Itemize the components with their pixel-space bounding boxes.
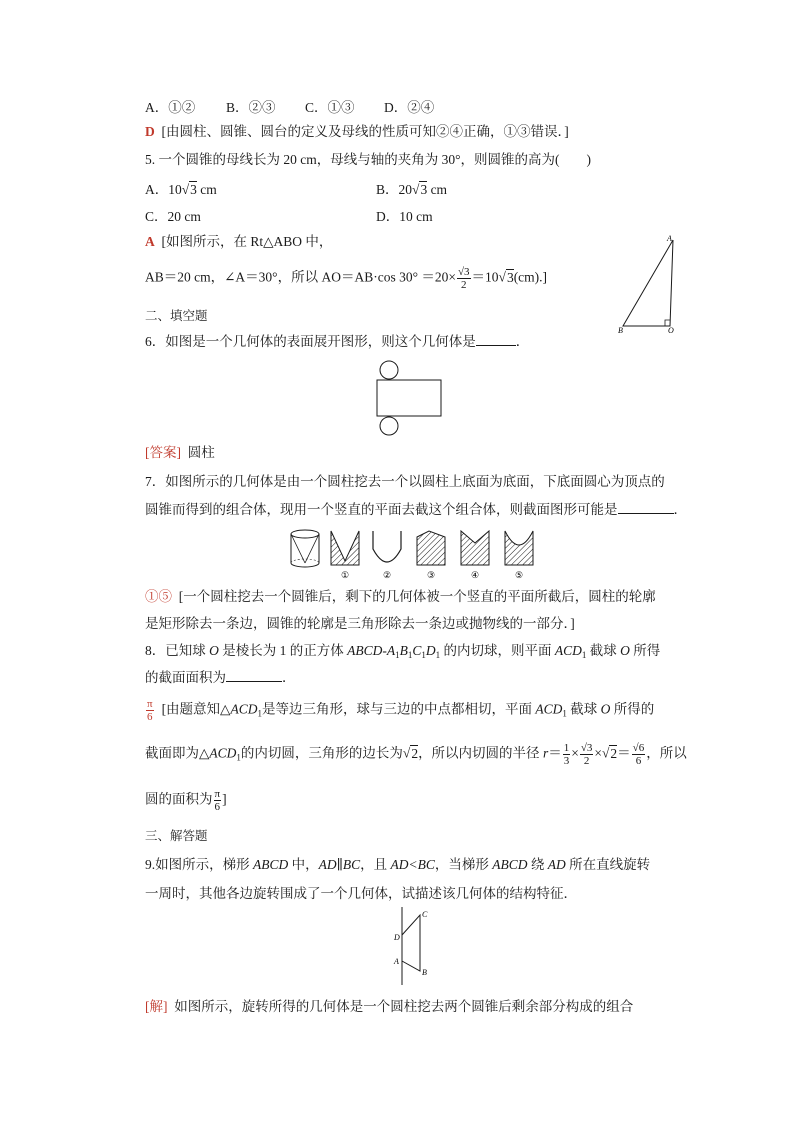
q5-answer-line: [145, 233, 332, 251]
q4-option-a: A．①②: [145, 100, 196, 115]
q4-explanation: [由圆柱、圆锥、圆台的定义及母线的性质可知②④正确，①③错误．]: [161, 124, 569, 139]
label-b: B: [422, 968, 427, 977]
q5-stem: 5. 一个圆锥的母线长为 20 cm，母线与轴的夹角为 30°，则圆锥的高为( ): [145, 152, 592, 167]
q8-answer: $\frac{\pi}{6}$: [147, 698, 153, 723]
q9-answer: 如图所示，旋转所得的几何体是一个圆柱挖去两个圆锥后剩余部分构成的组合: [174, 999, 634, 1014]
q8-explanation-3: 圆的面积为 $\frac{\pi}{6}$ ]: [145, 788, 227, 813]
svg-text:⑤: ⑤: [515, 570, 524, 580]
q9-stem-1: 9.如图所示，梯形 ABCD 中，AD∥BC，且 AD<BC，当梯形 ABCD 绕 AD 所在直线旋转: [145, 857, 651, 872]
q9-answer-tag: [解]: [145, 999, 168, 1014]
section-5: [505, 531, 533, 580]
q4-answer: D: [145, 124, 155, 139]
svg-text:①: ①: [341, 570, 350, 580]
label-d: D: [394, 933, 400, 942]
section-fill-in: 二、填空题: [145, 308, 208, 323]
label-a: A: [394, 957, 399, 966]
section-1: [331, 531, 359, 580]
q4-option-b: B．②③: [226, 100, 276, 115]
q5-option-d: D．10 cm: [376, 209, 433, 224]
cylinder-cone-figure: [291, 530, 319, 567]
q7-answer-line: [145, 588, 656, 606]
section-2: [373, 531, 401, 580]
q4-answer-line: [145, 123, 569, 141]
section-4: [461, 531, 489, 580]
label-c: C: [422, 910, 428, 919]
q9-answer-line: [145, 998, 633, 1016]
q5-option-b: B．20√3 cm: [376, 182, 448, 197]
answer-blank: [226, 669, 282, 682]
right-triangle-figure: [615, 232, 685, 337]
q5-option-c: C．20 cm: [145, 209, 201, 224]
q5-explanation-2: AB＝20 cm，∠A＝30°，所以 AO＝AB·cos 30° ＝20× $\frac{√3}{2}$ ＝10√3(cm).]: [145, 266, 548, 291]
cylinder-net-figure: [375, 360, 445, 438]
q5-option-a: A．10√3 cm: [145, 182, 217, 197]
q4-option-c: C．①③: [305, 100, 355, 115]
q7-answer: ①⑤: [145, 589, 172, 604]
answer-blank: [618, 501, 674, 514]
label-a: A: [667, 234, 672, 243]
q6-answer: 圆柱: [187, 445, 215, 460]
q4-option-d: D．②④: [384, 100, 435, 115]
q6-answer-line: [145, 444, 215, 462]
q8-answer-line: $\frac{\pi}{6}$ [由题意知$\triangle ACD_1$是等边三角形，球与三边的中点都相切，平面 $ACD_1$ 截球 O 所得的: [147, 698, 655, 723]
section-solve: 三、解答题: [145, 828, 208, 843]
q9-stem-2: 一周时，其他各边旋转围成了一个几何体，试描述该几何体的结构特征．: [145, 886, 577, 901]
svg-text:②: ②: [383, 570, 392, 580]
q7-explanation-2: 是矩形除去一条边，圆锥的轮廓是三角形除去一条边或抛物线的一部分．]: [145, 616, 575, 631]
label-o: O: [668, 326, 674, 335]
section-3: [417, 531, 445, 580]
q6-answer-tag: [答案]: [145, 445, 181, 460]
q6-stem: 6．如图是一个几何体的表面展开图形，则这个几何体是 ．: [145, 334, 530, 349]
q5-answer: A: [145, 234, 155, 249]
fraction: $\frac{√3}{2}$: [457, 266, 470, 291]
q7-explanation-1: [一个圆柱挖去一个圆锥后，剩下的几何体被一个竖直的平面所截后，圆柱的轮廓: [178, 589, 656, 604]
cross-section-figures: [285, 525, 545, 583]
q8-stem-2: 的截面面积为 ．: [145, 670, 296, 685]
q5-explanation-1: [如图所示，在 Rt△ABO 中，: [161, 234, 333, 249]
answer-blank: [476, 333, 516, 346]
q8-explanation-2: 截面即为$\triangle ACD_1$的内切圆，三角形的边长为√2，所以内切圆的半径 r＝ $\frac{1}{3}$ × $\frac{√3}{2}$ ×√2＝ $\frac{√6}{6}$ ，所以: [145, 742, 687, 767]
trapezoid-figure: [390, 905, 440, 987]
q7-stem-1: 7．如图所示的几何体是由一个圆柱挖去一个以圆柱上底面为底面，下底面圆心为顶点的: [145, 474, 665, 489]
label-b: B: [618, 326, 623, 335]
svg-text:④: ④: [471, 570, 480, 580]
q8-stem-1: 8．已知球 O 是棱长为 1 的正方体 ABCD-$A_1B_1C_1D_1$ 的内切球，则平面 $ACD_1$ 截球 O 所得: [145, 643, 661, 660]
q7-stem-2: 圆锥而得到的组合体，现用一个竖直的平面去截这个组合体，则截面图形可能是 ．: [145, 502, 687, 517]
svg-text:③: ③: [427, 570, 436, 580]
